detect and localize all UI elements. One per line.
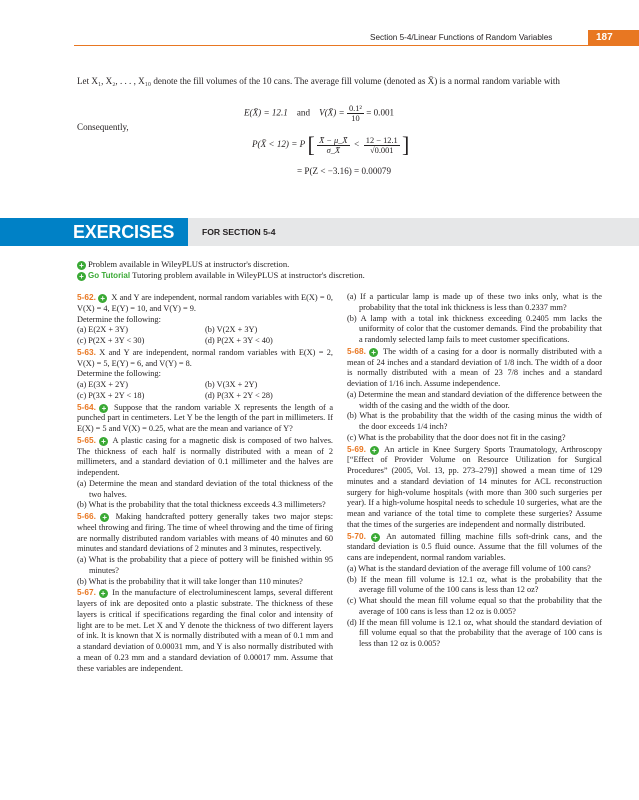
exercise-number: 5-65. [77, 434, 96, 445]
exercise-number: 5-67. [77, 587, 96, 598]
consequently-text: Consequently, [77, 122, 129, 132]
variance-numerator: 0.1² [348, 104, 362, 113]
header-rule [74, 45, 639, 46]
right-bracket: ] [402, 132, 410, 157]
parts-row [77, 336, 333, 347]
part-b: (b) A lamp with a total ink thickness exceeding 0.2405 mm lacks the uniformity of color that the customer demands. Find the probability that a randomly selected lamp fails to meet customer specifications. [347, 313, 602, 344]
part-b: (b) What is the probability that the width of the casing minus the width of the door exceeds 1/4 inch? [347, 411, 602, 431]
part-b: (b) V(3X + 2Y) [205, 380, 258, 389]
determine-line: Determine the following: [77, 369, 161, 379]
intro-paragraph [77, 76, 607, 88]
var-rhs: = 0.001 [366, 107, 395, 118]
part-a: (a) E(3X + 2Y) [77, 380, 128, 389]
mean-variance-equation [244, 104, 394, 123]
exercise-number: 5-66. [77, 511, 96, 521]
parts-row [77, 325, 333, 336]
value-numerator: 12 − 12.1 [365, 135, 398, 145]
part-d: (d) If the mean fill volume is 12.1 oz, what should the standard deviation of fill volume equal so that the probability that the average of 100 cans is less than 12 oz is 0.005? [347, 617, 602, 648]
plus-circle-icon: + [369, 348, 378, 357]
part-b: (b) What is the probability that it will take longer than 110 minutes? [77, 576, 303, 586]
probability-result: = P(Z < −3.16) = 0.00079 [297, 166, 392, 176]
part-a: (a) If a particular lamp is made up of these two inks only, what is the probability that the total ink thickness is less than 0.2337 mm? [347, 292, 602, 312]
part-a: (a) What is the standard deviation of the average fill volume of 100 cans? [347, 563, 591, 573]
part-c: (c) What is the probability that the door does not fit in the casing? [347, 432, 566, 442]
page-number: 187 [588, 30, 639, 46]
exercise-number: 5-68. [347, 345, 366, 356]
value-denominator: √0.001 [370, 145, 394, 155]
exercise-text: In the manufacture of electroluminescent lamps, several different layers of ink are deposited onto a plastic substrate. The thickness of these layers is critical if specifications regarding the final color and intensity of light are to be met. Let X and Y denote the thickness of two different layers of ink. It is known that X is normally distributed with a mean of 0.1 mm and a standard deviation of 0.00031 mm, and Y is also normally distributed with a mean of 0.23 mm and a standard deviation of 0.00017 mm. Assume that these variables are independent. [77, 588, 333, 673]
exercise-number: 5-62. [77, 292, 96, 302]
exercise-number: 5-64. [77, 401, 96, 412]
z-denominator: σ_X̄ [326, 145, 341, 155]
part-b: (b) What is the probability that the total thickness exceeds 4.3 millimeters? [77, 500, 326, 510]
exercise-text: The width of a casing for a door is normally distributed with a mean of 24 inches and a standard deviation of 1/8 inch. The width of a door is normally distributed with a mean of 23 7/8 inches and a standard deviation of 1/16 inch. Assume independence. [347, 346, 602, 388]
exercise-text: Suppose that the random variable X represents the length of a punched part in centimeters. Let Y be the length of the part in millimeters. If E(X) = 5 and V(X) = 0.25, what are the mean and variance of Y? [77, 402, 334, 433]
plus-circle-icon: + [371, 533, 380, 542]
plus-circle-icon: + [99, 404, 108, 413]
exercise-5-65 [77, 435, 333, 479]
exercise-number: 5-63. [77, 346, 96, 357]
probability-equation [252, 132, 409, 158]
exercise-5-62 [77, 292, 333, 315]
part-a: (a) E(2X + 3Y) [77, 325, 128, 335]
exercise-5-70 [347, 531, 602, 564]
plus-circle-icon: + [77, 261, 86, 270]
variance-fraction [347, 104, 364, 123]
part-a: (a) Determine the mean and standard deviation of the difference between the width of the casing and the width of the door. [347, 389, 602, 410]
part-c: (c) What should the mean fill volume equal so that the probability that the average of 100 cans is less than 12 oz is 0.005? [347, 596, 602, 616]
intro-line: Let X₁, X₂, . . . , X₁₀ denote the fill volumes of the 10 cans. The average fill volume (denoted as X̄) is a normal random variable with [77, 76, 560, 86]
plus-circle-icon: + [77, 272, 86, 281]
parts-row [77, 380, 333, 391]
exercise-5-64 [77, 402, 333, 435]
z-numerator: X̄ − μ_X̄ [319, 135, 348, 145]
part-d: (d) P(2X + 3Y < 40) [205, 336, 273, 345]
z-fraction [317, 136, 349, 155]
plus-circle-icon: + [100, 513, 109, 522]
legend-problem-text: Problem available in WileyPLUS at instructor's discretion. [88, 259, 290, 269]
exercise-5-66 [77, 511, 333, 555]
mean-expr: E(X̄) = 12.1 [244, 107, 288, 118]
running-head: Section 5-4/Linear Functions of Random Variables [370, 33, 553, 42]
part-b: (b) If the mean fill volume is 12.1 oz, what is the probability that the average fill volume of the 100 cans is less than 12 oz? [347, 574, 602, 595]
legend-tutorial-text: Tutoring problem available in WileyPLUS at instructor's discretion. [132, 270, 365, 280]
exercise-number: 5-70. [347, 530, 366, 541]
and-word: and [296, 107, 310, 118]
exercise-text: X and Y are independent, normal random variables with E(X) = 2, V(X) = 5, E(Y) = 6, and V(Y) = 8. [77, 347, 333, 368]
icon-legend [77, 259, 365, 281]
exercises-banner [0, 218, 639, 246]
exercise-5-63 [77, 347, 333, 370]
part-c: (c) P(3X + 2Y < 18) [77, 390, 145, 400]
right-column [347, 292, 602, 650]
plus-circle-icon: + [370, 446, 379, 455]
prob-lhs: P(X̄ < 12) = P [252, 139, 306, 150]
plus-circle-icon: + [99, 589, 108, 598]
exercise-5-68 [347, 346, 602, 390]
exercise-5-69 [347, 444, 602, 531]
legend-line-problem [77, 259, 365, 270]
left-bracket: [ [307, 132, 315, 157]
plus-circle-icon: + [99, 437, 108, 446]
left-column [77, 292, 333, 674]
part-c: (c) P(2X + 3Y < 30) [77, 336, 145, 345]
exercise-text: An article in Knee Surgery Sports Traumatology, Arthroscopy [“Effect of Provider Volume on Resource Utilization for Surgical Procedures” (2005, Vol. 13, pp. 273–279)] showed a mean time of 129 minutes and a standard deviation of 14 minutes for ACL reconstruction surgery for high-volume hospitals (with more than 300 such surgeries per year). If a high-volume hospital needs to schedule 10 surgeries, what are the mean and variance of the total time to complete these surgeries? Assume that the times of the surgeries are independent and normally distributed. [347, 444, 602, 529]
exercise-text: A plastic casing for a magnetic disk is composed of two halves. The thickness of each half is normally distributed with a mean of 2 millimeters, and a standard deviation of 0.1 millimeter and the halves are independent. [77, 435, 333, 477]
var-lhs: V(X̄) = [319, 107, 345, 118]
banner-subtitle: FOR SECTION 5-4 [202, 227, 276, 237]
plus-circle-icon: + [98, 294, 107, 303]
go-tutorial-label: Go Tutorial [88, 271, 131, 280]
exercise-text: Making handcrafted pottery generally takes two major steps: wheel throwing and firing. The time of wheel throwing and the time of firing are normally distributed random variables with means of 40 minutes and 60 minutes and standard deviations of 2 minutes and 3 minutes, respectively. [77, 512, 334, 554]
banner-title: EXERCISES [73, 222, 175, 242]
determine-line: Determine the following: [77, 314, 161, 324]
part-a: (a) Determine the mean and standard deviation of the total thickness of the two halves. [77, 478, 333, 499]
part-d: (d) P(3X + 2Y < 28) [205, 390, 273, 400]
part-b: (b) V(2X + 3Y) [205, 325, 258, 335]
variance-denominator: 10 [351, 114, 360, 123]
exercise-text: An automated filling machine fills soft-drink cans, and the standard deviation is 0.5 fluid ounce. Assume that the fill volumes of the cans are independent, normal random variables. [347, 531, 602, 562]
parts-row [77, 391, 333, 402]
legend-line-tutorial [77, 270, 365, 281]
exercise-number: 5-69. [347, 443, 366, 454]
less-than: < [354, 139, 360, 150]
value-fraction [364, 136, 400, 155]
part-a: (a) What is the probability that a piece of pottery will be finished within 95 minutes? [77, 555, 333, 575]
exercise-5-67 [77, 587, 333, 674]
exercise-text: X and Y are independent, normal random variables with E(X) = 0, V(X) = 4, E(Y) = 10, and V(Y) = 9. [77, 293, 334, 313]
